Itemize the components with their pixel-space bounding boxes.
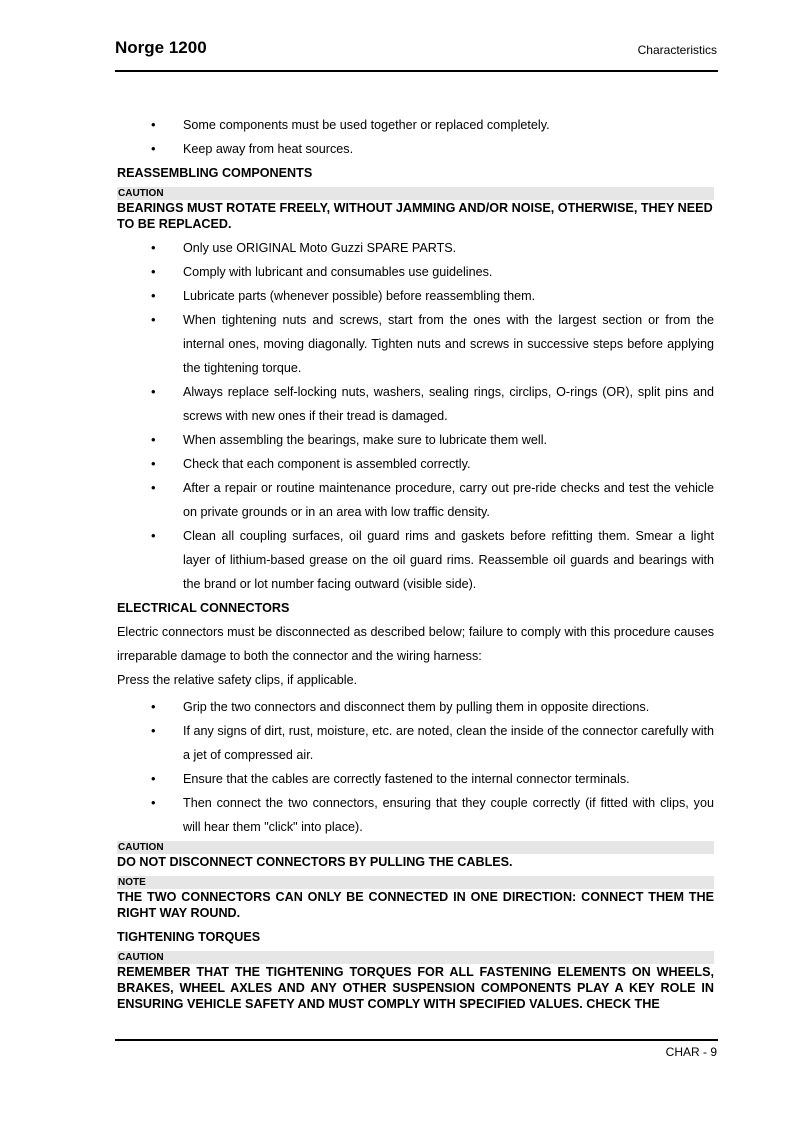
list-item: • Lubricate parts (whenever possible) before reassembling them. xyxy=(117,284,714,308)
list-item: • When assembling the bearings, make sure to lubricate them well. xyxy=(117,428,714,452)
body-instruction: Press the relative safety clips, if applicable. xyxy=(117,673,358,687)
section-heading-electrical: ELECTRICAL CONNECTORS xyxy=(117,601,290,615)
caution-label: CAUTION xyxy=(117,951,714,964)
body-paragraph: Electric connectors must be disconnected as described below; failure to comply with this procedure causes irreparable damage to both the connector and the wiring harness: xyxy=(117,625,714,663)
section-name: Characteristics xyxy=(637,43,717,57)
list-item: • Keep away from heat sources. xyxy=(117,137,714,161)
note-label: NOTE xyxy=(117,876,714,889)
caution-label: CAUTION xyxy=(117,187,714,200)
caution-text: BEARINGS MUST ROTATE FREELY, WITHOUT JAMMING AND/OR NOISE, OTHERWISE, THEY NEED TO BE REPLACED. xyxy=(117,201,713,231)
list-item: • Then connect the two connectors, ensuring that they couple correctly (if fitted with clips, you will hear them "click" into place). xyxy=(117,791,714,839)
list-item: • Only use ORIGINAL Moto Guzzi SPARE PARTS. xyxy=(117,236,714,260)
section-heading-torques: TIGHTENING TORQUES xyxy=(117,930,261,944)
list-item: • Some components must be used together or replaced completely. xyxy=(117,113,714,137)
list-item: • Ensure that the cables are correctly fastened to the internal connector terminals. xyxy=(117,767,714,791)
caution-text: REMEMBER THAT THE TIGHTENING TORQUES FOR ALL FASTENING ELEMENTS ON WHEELS, BRAKES, WHEEL AXLES AND ANY OTHER SUSPENSION COMPONENTS PLAY A KEY ROLE IN ENSURING VEHICLE SAFETY AND MUST COMPLY WITH SPECIFIED VALUES. CHECK THE xyxy=(117,965,714,1011)
section-heading-reassembling: REASSEMBLING COMPONENTS xyxy=(117,166,313,180)
list-item: • Grip the two connectors and disconnect them by pulling them in opposite directions. xyxy=(117,695,714,719)
list-item: • Check that each component is assembled correctly. xyxy=(117,452,714,476)
list-item: • When tightening nuts and screws, start from the ones with the largest section or from the internal ones, moving diagonally. Tighten nuts and screws in successive steps before applying the tightening torque. xyxy=(117,308,714,380)
list-item: • Clean all coupling surfaces, oil guard rims and gaskets before refitting them. Smear a light layer of lithium-based grease on the oil guard rims. Reassemble oil guards and bearings with the brand or lot number facing outward (visible side). xyxy=(117,524,714,596)
page-number: CHAR - 9 xyxy=(665,1045,717,1059)
page-content xyxy=(117,113,714,1016)
caution-text: DO NOT DISCONNECT CONNECTORS BY PULLING THE CABLES. xyxy=(117,855,513,869)
header-divider xyxy=(115,70,718,72)
note-text: THE TWO CONNECTORS CAN ONLY BE CONNECTED IN ONE DIRECTION: CONNECT THEM THE RIGHT WAY ROUND. xyxy=(117,890,714,920)
footer-divider xyxy=(115,1039,718,1041)
list-item: • After a repair or routine maintenance procedure, carry out pre-ride checks and test the vehicle on private grounds or in an area with low traffic density. xyxy=(117,476,714,524)
list-item: • Always replace self-locking nuts, washers, sealing rings, circlips, O-rings (OR), split pins and screws with new ones if their tread is damaged. xyxy=(117,380,714,428)
caution-label: CAUTION xyxy=(117,841,714,854)
list-item: • If any signs of dirt, rust, moisture, etc. are noted, clean the inside of the connector carefully with a jet of compressed air. xyxy=(117,719,714,767)
document-title: Norge 1200 xyxy=(115,38,207,57)
list-item: • Comply with lubricant and consumables use guidelines. xyxy=(117,260,714,284)
